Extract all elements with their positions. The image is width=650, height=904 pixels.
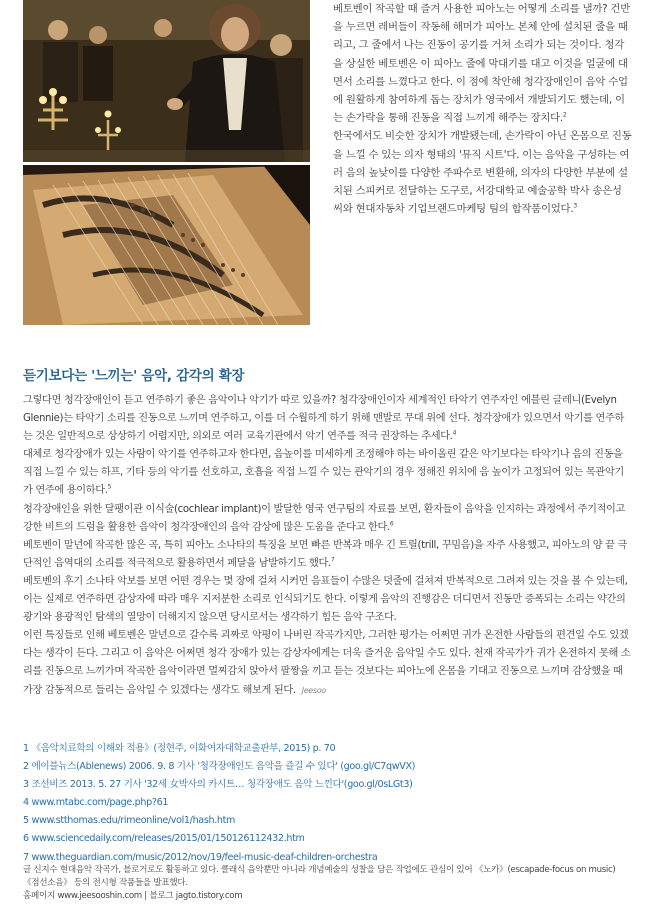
bio-line: 글 신지수 현대음악 작곡가, 블로거로도 활동하고 있다. 클래식 음악뿐만 아니라 개념예술의 성찰을 담은 작업에도 관심이 있어 《노카》(escapade-focus on music) (23, 865, 616, 875)
footnote-item: 1 《음악치료학의 이해와 적용》(정현주, 이화여자대학교출판부, 2015) p. 70 (23, 743, 336, 754)
footnotes (23, 740, 633, 867)
author-bio (23, 864, 633, 903)
article-body (23, 392, 631, 700)
body-paragraph: 베토벤의 후기 소나타 악보를 보면 어떤 경우는 몇 장에 걸쳐 시커먼 음표들이 수많은 덧줄에 걸쳐져 반복적으로 그려져 있는 것을 볼 수 있는데, 이는 실제로 연주하면 감상자에 따라 매우 지저분한 소리로 인식되기도 한다. 이렇게 음악의 진행감은 더디면서 진동만 증폭되는 소리는 약간의 광기와 용광적인 탐색의 열망이 더해지지 않으면 당시로서는 생각하기 힘든 음악 구조다. (23, 575, 628, 624)
bio-line: 《점선소음》 등의 전시형 작품들을 발표했다. (23, 878, 188, 888)
footnote-item[interactable]: 3 조선비즈 2013. 5. 27 기사 '32세 女박사의 카시트… 청각장애도 음악 느낀다'(goo.gl/0sLGt3) (23, 779, 413, 791)
side-paragraph: 베토벤이 작곡할 때 즐겨 사용한 피아노는 어떻게 소리를 낼까? 건반을 누르면 레버들이 작동해 해머가 피아노 본체 안에 설치된 줄을 때리고, 그 줄에서 나는 진동이 공기를 거쳐 소리가 되는 것이다. 청각을 상실한 베토벤은 이 피아노 줄에 막대기를 대고 이것을 얼굴에 대면서 소리를 느꼈다고 한다. 이 점에 착안해 청각장애인이 음악 수업에 원활하게 참여하게 돕는 장치가 영국에서 개발되기도 했는데, 이는 손가락을 통해 진동을 직접 느끼게 해주는 장치다.$^2$ (333, 3, 630, 125)
footnote-link[interactable]: 5 www.stthomas.edu/rimeonline/vol1/hash.htm (23, 815, 236, 827)
footnote-item[interactable]: 2 에이블뉴스(Ablenews) 2006. 9. 8 기사 '청각장애인도 음악을 즐길 수 있다' (goo.gl/C7qwVX) (23, 761, 416, 773)
bio-links[interactable]: 홈페이지 www.jeesooshin.com | 블로그 jagto.tistory.com (23, 891, 243, 901)
conductor-photo (23, 0, 310, 162)
body-paragraph: 대체로 청각장애가 있는 사람이 악기를 연주하고자 한다면, 음높이를 미세하게 조정해야 하는 바이올린 같은 악기보다는 타악기나 음의 진동을 직접 느낄 수 있는 하프, 기타 등의 악기를 선호하고, 호흡을 직접 느낄 수 있는 관악기의 경우 정해진 위치에 음 높이가 고정되어 있는 목관악기가 연주에 용이하다.$^5$ (23, 449, 624, 497)
footnote-link[interactable]: 6 www.sciencedaily.com/releases/2015/01/150126112432.htm (23, 833, 305, 845)
body-paragraph: 청각장애인을 위한 달팽이관 이식술(cochlear implant)이 발달한 영국 연구팀의 자료를 보면, 환자들이 음악을 인지하는 과정에서 주기적이고 강한 비트의 드럼을 활용한 음악이 청각장애인의 음악 감상에 많은 도움을 준다고 한다.$^6$ (23, 503, 626, 533)
piano-interior-photo (23, 165, 310, 325)
side-column-text (333, 0, 633, 218)
section-heading: 듣기보다는 '느끼는' 음악, 감각의 확장 (23, 368, 245, 384)
author-signature: Jeesoo (301, 685, 326, 695)
footnote-link[interactable]: 7 www.theguardian.com/music/2012/nov/19/feel-music-deaf-children-orchestra (23, 851, 378, 863)
body-paragraph: 베토벤이 말년에 작곡한 많은 곡, 특히 피아노 소나타의 특징을 보면 빠른 반복과 매우 긴 트릴(trill, 꾸밈음)을 자주 사용했고, 피아노의 양 끝 극단적인 음역대의 소리를 적극적으로 활용하면서 페달을 남발하기도 했다.$^7$ (23, 539, 628, 569)
body-paragraph: 그렇다면 청각장애인이 듣고 연주하기 좋은 음악이나 악기가 따로 있을까? 청각장애인이자 세계적인 타악기 연주자인 에블린 글레니(Evelyn Glennie)는 타악기 소리를 진동으로 느끼며 연주하고, 이를 더 수월하게 하기 위해 맨발로 무대 위에 선다. 청각장애가 있으면서 악기를 연주하는 것은 일반적으로 상상하기 어렵지만, 의외로 여러 교육기관에서 악기 연주를 적극 권장하는 추세다.$^4$ (23, 395, 624, 443)
footnote-link[interactable]: 4 www.mtabc.com/page.php?61 (23, 797, 169, 809)
body-paragraph: 이런 특징들로 인해 베토벤은 말년으로 갈수록 괴짜로 악평이 나버린 작곡가지만, 그러한 평가는 어쩌면 귀가 온전한 사람들의 편견일 수도 있겠다는 생각이 든다. 그리고 이 음악은 어쩌면 청각 장애가 있는 감상자에게는 더욱 즐거운 음악일 수도 있다. 천재 작곡가가 귀가 온전하지 못해 소리를 진동으로 느끼가며 작곡한 음악이라면 멀찌감치 앉아서 팔짱을 끼고 듣는 것보다는 피아노에 온몸을 기대고 진동으로 느끼며 감상했을 때 가장 감동적으로 들리는 음악일 수 있겠다는 생각도 해보게 된다. Jeesoo (23, 630, 631, 696)
side-paragraph: 한국에서도 비슷한 장치가 개발됐는데, 손가락이 아닌 온몸으로 진동을 느낄 수 있는 의자 형태의 '뮤직 시트'다. 이는 음악을 구성하는 여러 음의 높낮이를 다양한 주파수로 변환해, 의자의 다양한 부분에 설치된 스피커로 전달하는 도구로, 서강대학교 예술공학 박사 송은성 씨와 현대자동차 기업브랜드마케팅 팀의 합작품이었다.$^3$ (333, 130, 632, 216)
